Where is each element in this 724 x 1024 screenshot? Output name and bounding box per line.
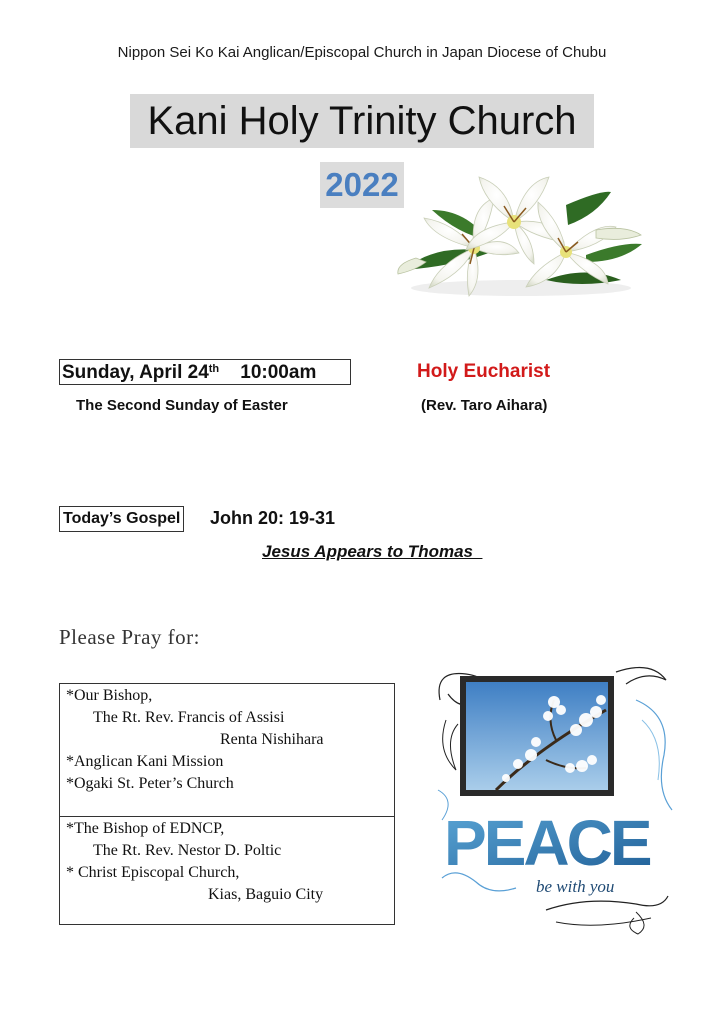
gospel-reference: John 20: 19-31 [210,508,336,528]
prayer-item: *Ogaki St. Peter’s Church [66,775,234,792]
lily-flower-image [396,170,646,300]
date-ordinal-suffix: th [208,363,220,375]
peace-word: PEACE [444,807,650,879]
diocese-line: Nippon Sei Ko Kai Anglican/Episcopal Church in Japan Diocese of Chubu [117,44,607,61]
prayer-item: *The Bishop of EDNCP, [66,820,225,837]
gospel-title-text: Jesus Appears to Thomas [262,542,473,561]
liturgical-sunday: The Second Sunday of Easter [76,397,288,414]
year-label: 2022 [320,162,404,208]
service-date: Sunday, April 24 [62,362,209,383]
peace-tagline: be with you [536,877,615,896]
service-time: 10:00am [240,362,317,383]
prayer-divider [60,816,394,817]
peace-card-image [436,660,674,940]
church-title: Kani Holy Trinity Church [130,94,594,148]
prayer-heading: Please Pray for: [59,625,200,649]
prayer-item: * Christ Episcopal Church, [66,864,240,881]
prayer-item: The Rt. Rev. Nestor D. Poltic [93,842,282,859]
prayer-item: *Our Bishop, [66,687,153,704]
service-type: Holy Eucharist [417,361,551,382]
prayer-item: Kias, Baguio City [208,886,324,903]
gospel-title [262,542,482,562]
service-date-time-box [59,359,351,385]
prayer-item: The Rt. Rev. Francis of Assisi [93,709,285,726]
prayer-item: Renta Nishihara [220,731,324,748]
gospel-label: Today’s Gospel [59,506,184,532]
prayer-list-box [59,683,395,925]
officiant-name: (Rev. Taro Aihara) [421,397,548,414]
prayer-item: *Anglican Kani Mission [66,753,224,770]
